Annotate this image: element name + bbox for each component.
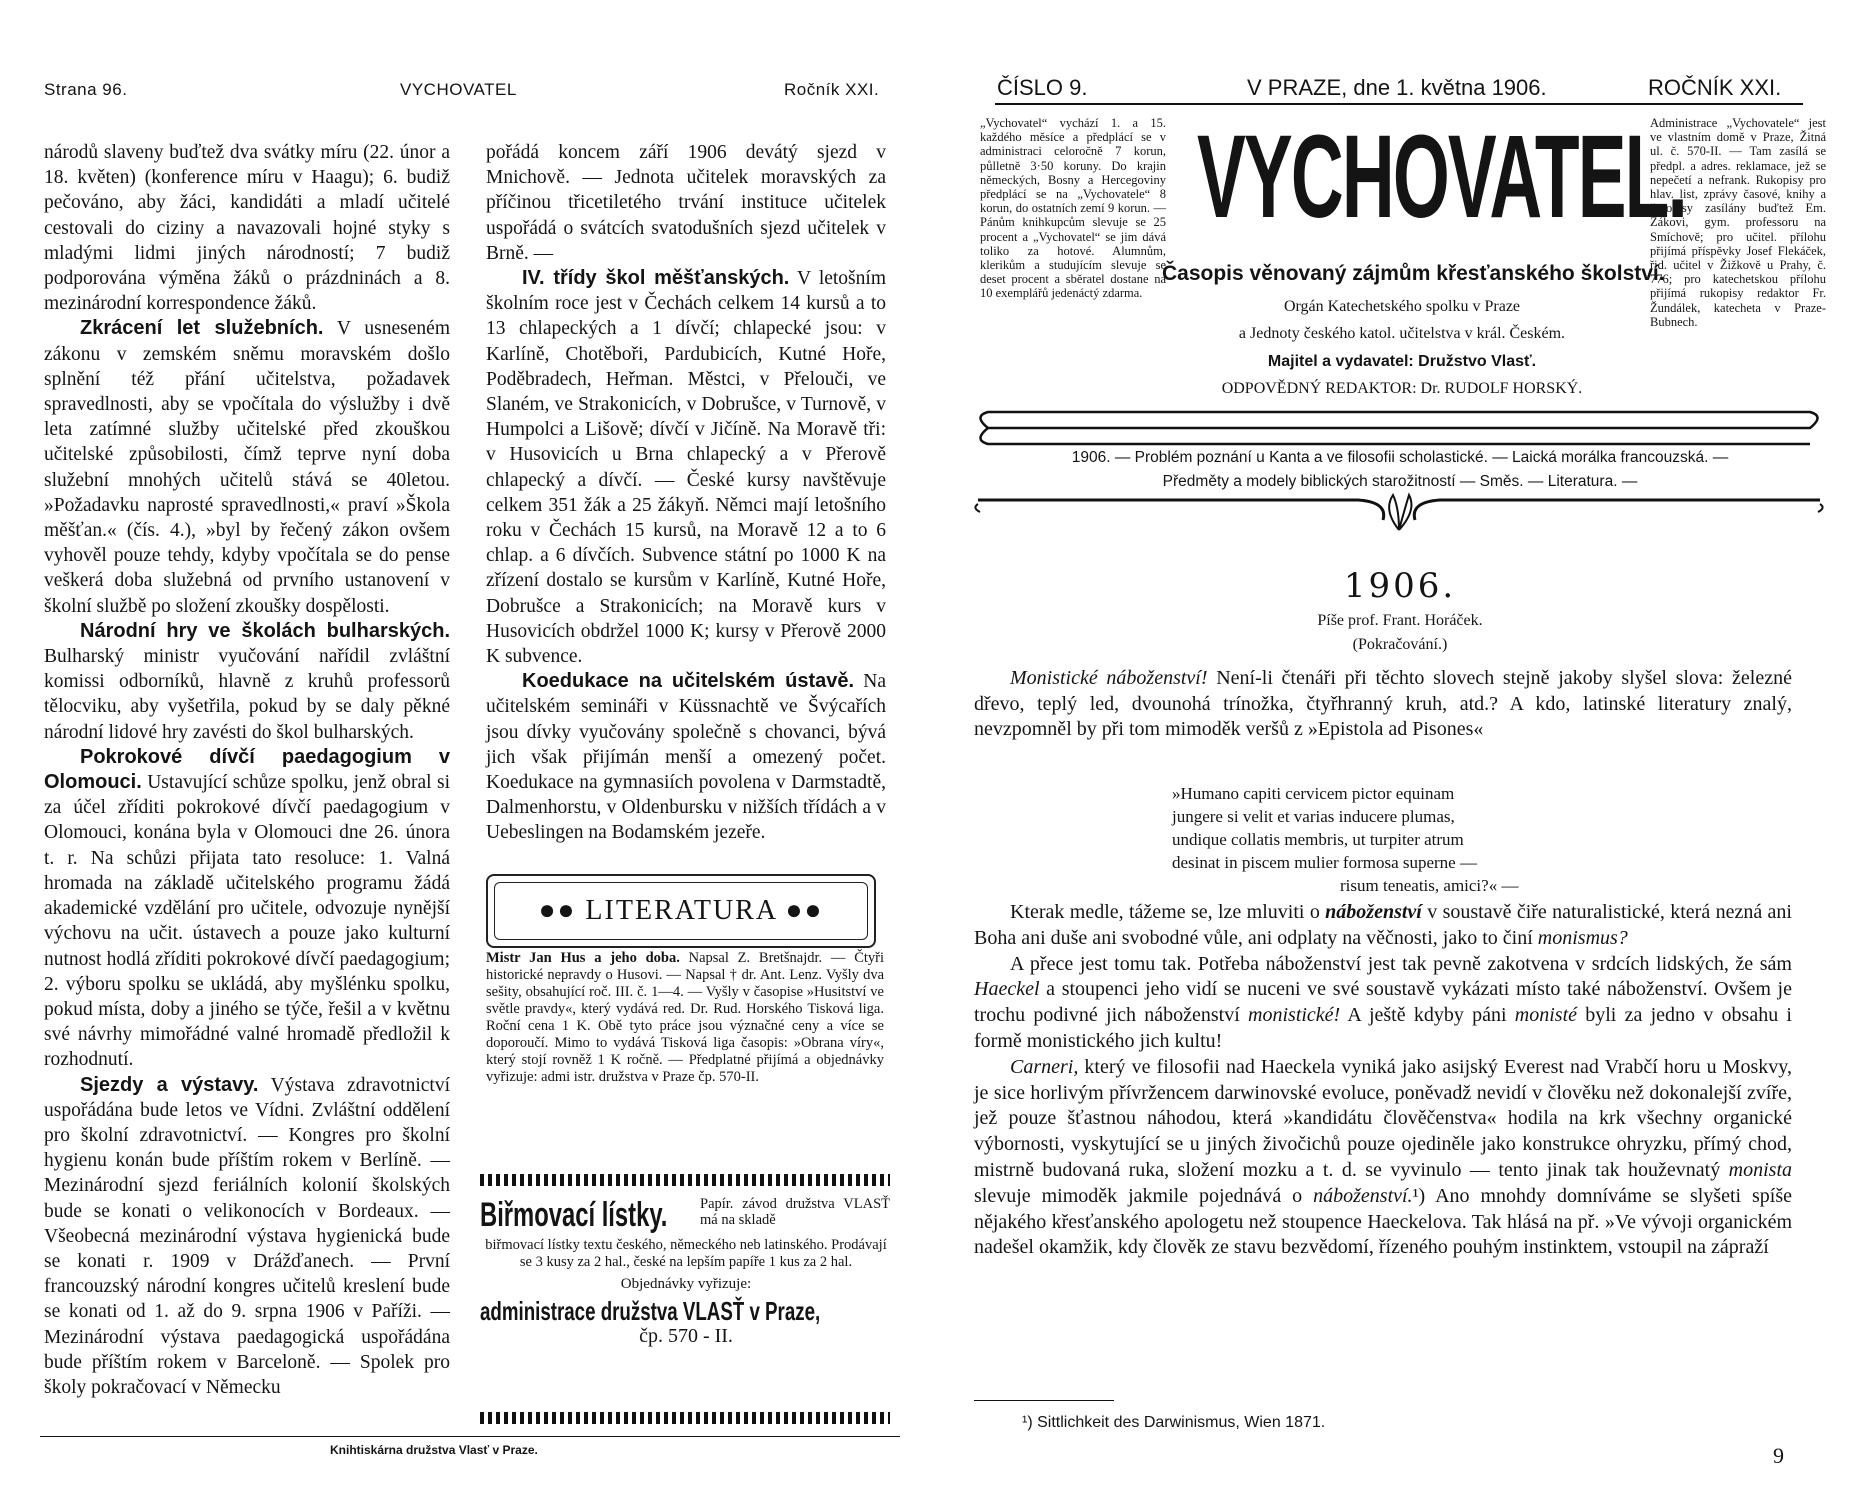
article-author: Píše prof. Frant. Horáček.	[1317, 612, 1483, 629]
section-heading: Národní hry ve školách bulharských.	[80, 619, 450, 642]
masthead-owner: Majitel a vydavatel: Družstvo Vlasť.	[1267, 353, 1537, 370]
paragraph	[974, 666, 1792, 743]
ad-headline: Biřmovací lístky.	[480, 1196, 668, 1234]
article-body-top	[974, 666, 1792, 743]
ad-admin: administrace družstva VLASŤ v Praze,	[480, 1296, 821, 1326]
italic-text: monista	[1728, 1158, 1792, 1181]
italic-text: náboženství.	[1313, 1184, 1413, 1207]
text: A ještě kdyby páni	[1340, 1004, 1515, 1027]
text: Kterak medle, tážeme se, lze mluviti o	[1010, 901, 1326, 923]
italic-text: monismus?	[1537, 926, 1628, 949]
masthead-organ-2: a Jednoty českého katol. učitelstva v král. Českém.	[1238, 325, 1566, 342]
advertisement	[480, 1196, 892, 1348]
paragraph	[974, 952, 1792, 1055]
right-page-number: 9	[1773, 1443, 1784, 1468]
divider	[480, 1412, 890, 1424]
right-volume: ROČNÍK XXI.	[1648, 75, 1782, 100]
paragraph-text: Bulharský ministr vyučování nařídil zvláštní komissi odborníků, hlavně z kruhů professorů tělocviku, aby vyšetřila, pokud by se daly pěkné národní lidové hry zavésti do škol bulharských.	[44, 646, 450, 743]
paragraph-text: V letošním školním roce jest v Čechách celkem 14 kursů a to 13 chlapeckých a 1 dívčí; chlapecké jsou: v Karlíně, Chotěboři, Pardubicích, Kutné Hoře, Poděbradech, Heřman. Městci, v Přelouči, ve Slaném, ve Strakonicích, v Dobrušce, v Turnově, v Humpolci a Lišově; dívčí v Jičíně. Na Moravě tři: v Husovicích u Brna chlapecký a v Přerově chlapecký a dívčí. — České kursy navštěvuje celkem 351 žák a 25 žákyň. Němci mají letošního roku v Čechách 15 kursů, na Moravě 12 a to 6 chlap. a 6 dívčích. Subvence státní po 1000 K na zřízení dostalo se kursům v Karlíně, Kutné Hoře, Dobrušce a Strakonicích; na Moravě kurs v Husovicích obdržel 1000 K; kursy v Přerově 2000 K subvence.	[486, 268, 886, 668]
ad-address: čp. 570 - II.	[639, 1325, 733, 1347]
ad-order-label: Objednávky vyřizuje:	[620, 1276, 752, 1292]
paragraph-text: Na učitelském semináři v Küssnachtě ve Švýcařích jsou dívky vyučovány společně s chovanci, bývá jich však přijímán menší a omezený počet. Koedukace na gymnasiích povolena v Darmstadtě, Dalmenhorstu, v Oldenbursku v nižších třídách a v Uebeslingen na Bodamském jezeře.	[486, 671, 886, 844]
masthead-title: VYCHOVATEL.	[1197, 111, 1686, 243]
literatura-item-title: Mistr Jan Hus a jeho doba.	[486, 950, 680, 966]
literatura-text	[486, 950, 884, 1086]
text: a stoupenci jeho vidí se nuceni ve své soustavě vykázati místo také náboženství. Ovšem je trochu podivné jich náboženství	[974, 978, 1792, 1027]
text: ¹) Ano mnohdy domníváme se slyšeti spíše nějakého křesťanského apologetu než stoupence Haeckelova. Tak hlásá na př. »Ve vývoji organickém nadešel okamžik, kdy člověk ze stavu bezvědomí, řízeného pouhým instinktem, vstoupil na zápraží	[974, 1184, 1793, 1259]
article-continuation: (Pokračování.)	[1352, 636, 1448, 653]
contents-box	[975, 446, 1825, 494]
paragraph	[44, 1073, 450, 1401]
quote-line: »Humano capiti cervicem pictor equinam	[1172, 784, 1455, 803]
ad-side-text: Papír. závod družstva VLASŤ má na skladě	[700, 1196, 890, 1228]
left-volume: Ročník XXI.	[784, 80, 880, 99]
article-title: 1906.	[1343, 566, 1457, 606]
masthead-editor: ODPOVĚDNÝ REDAKTOR: Dr. RUDOLF HORSKÝ.	[1221, 380, 1583, 397]
left-page-number: Strana 96.	[44, 80, 128, 99]
text: slevuje mimoděk jakmile pojednává o	[974, 1184, 1314, 1207]
quote-line: risum teneatis, amici?« —	[1340, 876, 1519, 895]
literatura-heading: ●● LITERATURA ●●	[494, 882, 868, 940]
literatura-item-text: Napsal Z. Bretšnajdr. — Čtyři historické nepravdy o Husovi. — Napsal † dr. Ant. Lenz. Vyšly dva sešity, obsahující roč. III. č. 1—4. — Vyšly v časopise »Husitství ve světle pravdy«, který vydává red. Dr. Rud. Horského Tisková liga. Roční cena 1 K. Obě tyto práce jsou význačné ceny a více se doporoučí. Mimo to vydává Tisková liga časopis: »Obrana víry«, který stojí rovněž 1 K ročně. — Předplatné přijímá a objednávky vyřizuje: admi istr. družstva v Praze čp. 570-II.	[486, 950, 884, 1085]
paragraph: národů slaveny buďtež dva svátky míru (22. únor a 18. květen) (konference míru v Haagu); 6. budiž pečováno, aby žáci, kandidáti a mladí učitelé cestovali do ciziny a navazovali hojné styky s mladými lidmi jiných národností; 7 budiž podporována výměna žáků o prázdninách a 8. mezinárodní korrespondence žáků.	[44, 142, 450, 315]
left-column-1	[44, 140, 450, 1400]
text: který ve filosofii nad Haeckela vyniká jako asijský Everest nad Vrabčí horu u Moskvy, je sice horlivým přívržencem darwinovské evoluce, poněvadž nevidí v člověku než dokonalejší zvíře, jež pouze šťastnou náhodou, která »kandidátu člověčenstva« hodila na krk všechny organické výbornosti, vyskytující se u jiných živočichů pouze ojediněle jako konstrukce ohryzku, přímý chod, mistrně budovaná ruka, složení mozku a t. d. se vyvinulo — tento jinak tak houževnatý	[974, 1055, 1792, 1181]
ad-text: biřmovací lístky textu českého, německého neb latinského. Prodávají se 3 kusy za 2 hal., české na lepším papíře 1 kus za 2 hal.	[485, 1237, 887, 1270]
left-column-2	[486, 140, 886, 846]
paragraph-text: Ustavující schůze spolku, jenž obral si za účel zříditi pokrokové dívčí paedagogium v Olomouci, konána byla v Olomouci dne 26. února t. r. Na schůzi přijata tato resoluce: 1. Valná hromada na základě učitelského programu žádá akademické vzdělání pro učitele, odvozuje nynější výchovu na učit. ústavech a pouze jako kulturní nutnost hodlá zříditi pokrokové dívčí paedagogium; 2. výboru spolku se ukládá, aby myšlénku spolku, pokud místa, doby a jiného se týče, řešil a v květnu své návrhy mimořádné valné hromadě předložil k rozhodnutí.	[44, 772, 450, 1071]
paragraph	[44, 619, 450, 745]
flourish-ornament	[968, 490, 1830, 550]
section-heading: Zkrácení let služebních.	[80, 317, 324, 340]
paragraph	[486, 266, 886, 669]
paragraph	[44, 745, 450, 1073]
scroll-ornament	[968, 408, 1830, 448]
quote-line: jungere si velit et varias inducere plumas,	[1172, 807, 1455, 826]
masthead-organ-1: Orgán Katechetského spolku v Praze	[1283, 298, 1521, 315]
left-running-title: VYCHOVATEL	[400, 80, 517, 99]
text: byli za jedno v obsahu i formě monistického jich kultu!	[974, 1004, 1792, 1052]
footer-rule	[40, 1436, 900, 1437]
section-heading: Sjezdy a výstavy.	[80, 1073, 259, 1096]
paragraph	[486, 669, 886, 845]
paragraph-text: Výstava zdravotnictví uspořádána bude letos ve Vídni. Zvláštní oddělení pro školní zdravotnictví. — Kongres pro školní hygienu konán bude příštím rokem v Berlíně. — Mezinárodní sjezd feriálních kolonií školských bude se konati o velikonocích v Bordeaux. — Všeobecná mezinárodní výstava hygienická bude se konati r. 1909 v Drážďanech. — První francouzský národní kongres učitelů kreslení bude se konati od 1. až do 9. srpna 1906 v Paříži. — Mezinárodní výstava paedagogická uspořádána bude příštím rokem v Barceloně. — Spolek pro školy pokračovací v Německu	[44, 1074, 450, 1398]
text: A přece jest tomu tak. Potřeba náboženství jest tak pevně zakotvena v srdcích lidských, že sám	[1010, 952, 1792, 975]
latin-quote	[1172, 782, 1712, 897]
italic-text: Monistické náboženství!	[1010, 667, 1208, 689]
italic-text: náboženství	[1325, 901, 1422, 923]
administration-info: Administrace „Vychovatele“ jest ve vlastním domě v Praze, Žitná ul. č. 570-II. — Tam zasílá se předpl. a adres. reklamace, jež se nepečetí a nefrank. Rukopisy pro hlav. list, zprávy časové, knihy a časopisy zasílány buďtež Em. Žákovi, gym. professoru na Smíchově; pro učitel. přílohu přijímá příspěvky Josef Flekáček, řid. učitel v Žižkově u Prahy, č. 776; pro katechetskou přílohu přijímá rukopisy redaktor Fr. Žundálek, katecheta v Praze-Bubnech.	[1650, 116, 1826, 329]
paragraph: pořádá koncem září 1906 devátý sjezd v Mnichově. — Jednota učitelek moravských za příčinou třicetiletého trvání instituce učitelek uspořádá o svátcích svatodušních sjezd učitelek v Brně. —	[486, 142, 886, 264]
quote-line: desinat in piscem mulier formosa superne —	[1172, 853, 1477, 872]
section-heading: IV. třídy škol měšťanských.	[522, 267, 790, 290]
contents-line: 1906. — Problém poznání u Kanta a ve filosofii scholastické. — Laická morálka francouzská. —	[1071, 449, 1729, 466]
header-rule	[995, 103, 1803, 105]
paragraph	[974, 900, 1792, 952]
italic-text: Haeckel	[974, 978, 1040, 1001]
text: v soustavě čiře naturalistické, která nezná ani Boha ani duše ani svobodné vůle, ani odplaty na věčnosti, jako to činí	[974, 901, 1792, 949]
divider	[480, 1174, 890, 1186]
place-date: V PRAZE, dne 1. května 1906.	[1247, 75, 1547, 100]
issue-number: ČÍSLO 9.	[997, 75, 1088, 100]
subscription-info: „Vychovatel“ vychází 1. a 15. každého měsíce a předplácí se v administraci celoročně 7 korun, půlletně 3·50 koruny. Do krajin německých, Bosny a Hercegoviny předplácí se na „Vychovatele“ 8 korun, do ostatních zemí 9 korun. — Pánům knihkupcům slevuje se 25 procent a „Vychovatel“ se jim dává toliko za hotové. Alumnům, klerikům a studujícím slevuje se deset procent a sběratel dostane na 10 exemplářů jedenáctý zdarma.	[980, 116, 1166, 301]
paragraph	[974, 1055, 1792, 1261]
literatura-box	[486, 874, 876, 948]
paragraph-text: Není-li čtenáři při těchto slovech stejně jakoby slyšel slova: železné dřevo, teplý led, dvounohá trínožka, čtyřhranný kruh, atd.? A kdo, latinské literatury znalý, nevzpomněl by při tom mimoděk veršů z »Epistola ad Pisones«	[974, 667, 1792, 741]
printer-imprint: Knihtiskárna družstva Vlasť v Praze.	[330, 1443, 538, 1457]
paragraph	[44, 316, 450, 618]
article-body	[974, 900, 1792, 1261]
section-heading: Pokrokové dívčí paedagogium v Olomouci.	[44, 745, 450, 794]
contents-line: Předměty a modely biblických starožitností — Směs. — Literatura. —	[1162, 473, 1638, 490]
italic-text: monisté	[1514, 1004, 1577, 1027]
section-heading: Koedukace na učitelském ústavě.	[522, 670, 855, 693]
quote-line: undique collatis membris, ut turpiter atrum	[1172, 830, 1464, 849]
italic-text: Carneri,	[1010, 1055, 1079, 1078]
paragraph-text: V usneseném zákonu v zemském sněmu moravském došlo splnění též přání učitelstva, požadavek spravedlnosti, aby se vpočítala do výslužby i dvě leta zatímné služby učitelské před zkouškou učitelské způsobilosti, čímž teprve nyní doba služební mnohých učitelů stává se 40letou. »Požadavku naprosté spravedlnosti,« praví »Škola měšťan.« (čís. 4.), »byl by řečený zákon ovšem vyhověl pouze tehdy, kdyby vpočítala se do pense veškerá doba služebná od prvního ustanovení v školní službě po složení zkoušky dospělosti.	[44, 318, 450, 617]
masthead-subtitle: Časopis věnovaný zájmům křesťanského školství.	[1162, 262, 1665, 285]
footnote-rule	[974, 1400, 1114, 1401]
italic-text: monistické!	[1248, 1004, 1341, 1027]
footnote: ¹) Sittlichkeit des Darwinismus, Wien 1871.	[1022, 1414, 1326, 1431]
